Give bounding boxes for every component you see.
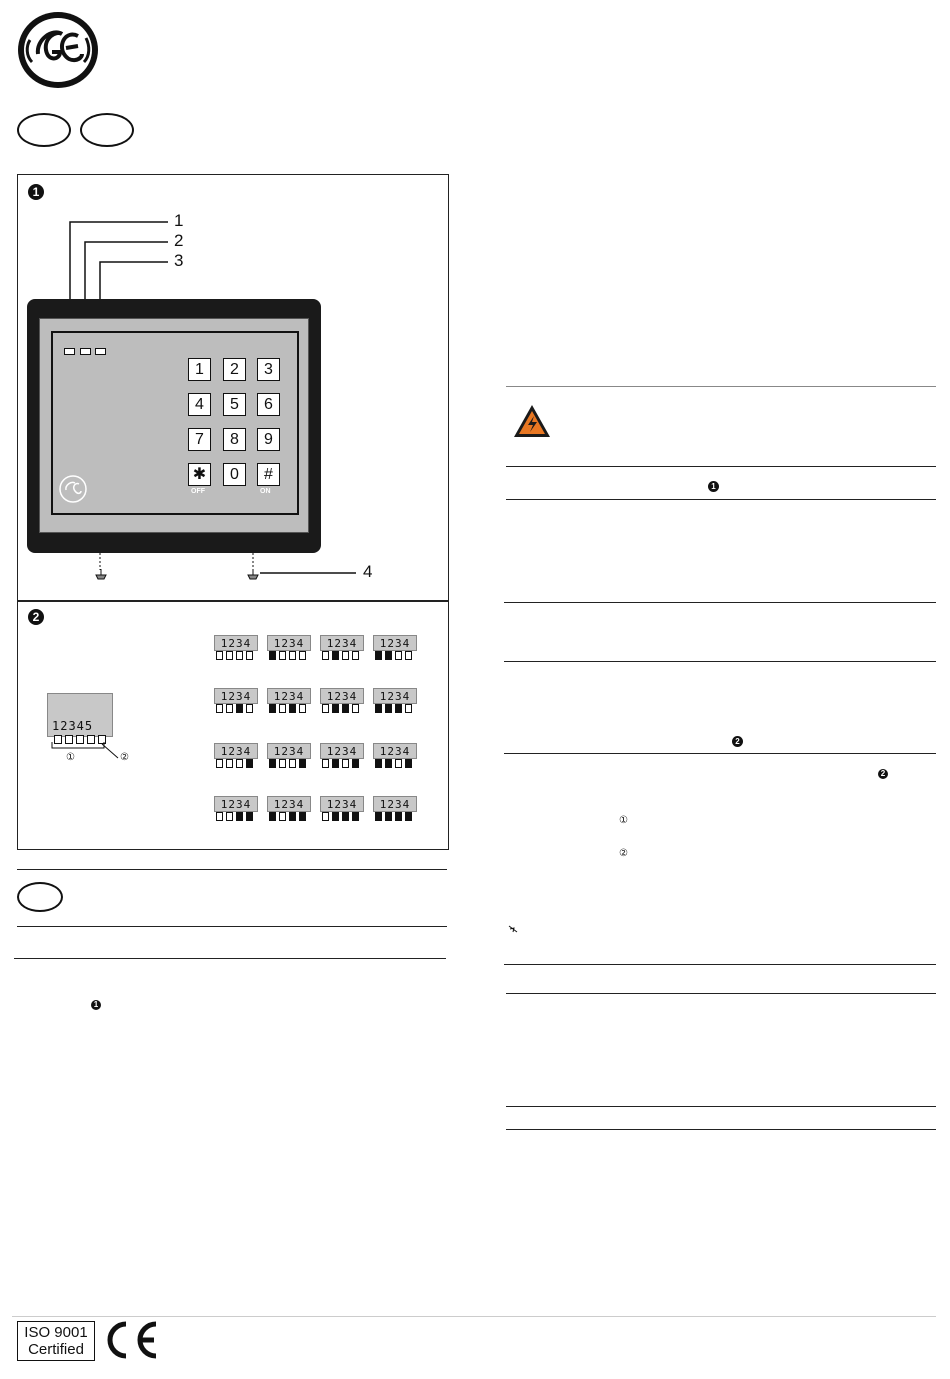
dip-switch-toggle xyxy=(395,704,402,713)
keypad-key-sublabel: ON xyxy=(260,488,271,495)
left-fig1-ref: 1 xyxy=(91,1000,101,1010)
dip-switch-label: 1234 xyxy=(320,688,364,704)
dip-switch-toggle xyxy=(352,812,359,821)
dip-switch-setting xyxy=(320,635,364,663)
dip-switch-toggle xyxy=(375,812,382,821)
dip-switch-setting xyxy=(214,635,258,663)
dip-switch-label: 1234 xyxy=(267,743,311,759)
dip-switch-setting xyxy=(267,688,311,716)
dip-switch-toggle xyxy=(352,651,359,660)
dip-switch-toggle xyxy=(332,651,339,660)
dip-switch-toggle xyxy=(322,704,329,713)
left-rule-1 xyxy=(17,869,447,870)
left-rule-3 xyxy=(14,958,446,959)
dip-switch-toggle xyxy=(299,812,306,821)
dip-switch-toggle xyxy=(279,759,286,768)
dip-switch-label: 1234 xyxy=(214,635,258,651)
dip-switch-label: 1234 xyxy=(373,796,417,812)
dip-switch-toggle xyxy=(279,651,286,660)
dip-switch-toggle xyxy=(322,651,329,660)
dip-switch-setting xyxy=(373,688,417,716)
dip-switch-toggle xyxy=(216,651,223,660)
iso-line-1: ISO 9001 xyxy=(24,1324,88,1341)
keypad-key: 7 xyxy=(188,428,211,451)
dip-switch-toggle xyxy=(246,651,253,660)
keypad-key: 3 xyxy=(257,358,280,381)
dip-switch-setting xyxy=(214,688,258,716)
ge-panel-logo xyxy=(59,475,87,508)
keypad-key: # xyxy=(257,463,280,486)
dip-switch-label: 1234 xyxy=(373,635,417,651)
dip-switch-toggle xyxy=(342,812,349,821)
dip-switch-toggle xyxy=(236,704,243,713)
marker-1: ① xyxy=(66,752,75,763)
dip-switch-toggle xyxy=(405,704,412,713)
right-fig2-ref-b: 2 xyxy=(878,769,888,779)
dip-switch-toggle xyxy=(405,812,412,821)
keypad-key: 6 xyxy=(257,393,280,416)
dip-switch-toggle xyxy=(236,812,243,821)
dip-switch-toggle xyxy=(395,812,402,821)
keypad-key: 4 xyxy=(188,393,211,416)
right-marker-1: ① xyxy=(619,815,628,826)
dip-switch-label: 1234 xyxy=(214,743,258,759)
marker-2: ② xyxy=(120,752,129,763)
dip-switch-setting xyxy=(214,796,258,824)
dip-switch-label: 1234 xyxy=(214,796,258,812)
iso-line-2: Certified xyxy=(28,1341,84,1358)
dip-switch-label: 1234 xyxy=(373,688,417,704)
screw-right xyxy=(247,568,259,586)
callout-4: 4 xyxy=(363,562,373,581)
right-rule-9 xyxy=(506,1106,936,1107)
screw-left xyxy=(95,568,107,586)
dip-switch-toggle xyxy=(352,704,359,713)
dip-switch-setting xyxy=(373,743,417,771)
dip-switch-toggle xyxy=(289,704,296,713)
callout-1: 1 xyxy=(174,211,184,230)
dip-switch-toggle xyxy=(299,759,306,768)
dip-switch-toggle xyxy=(269,812,276,821)
right-rule-5 xyxy=(504,661,936,662)
dip-switch-toggle xyxy=(375,651,382,660)
dip-switch-toggle xyxy=(375,704,382,713)
dip-switch-label: 1234 xyxy=(267,688,311,704)
dip-switch-toggle xyxy=(375,759,382,768)
dip-switch-toggle xyxy=(269,759,276,768)
note-icon xyxy=(508,921,518,939)
right-rule-3 xyxy=(506,499,936,500)
right-rule-7 xyxy=(504,964,936,965)
dip-switch-toggle xyxy=(226,812,233,821)
keypad-key: 2 xyxy=(223,358,246,381)
dip-switch-label: 1234 xyxy=(267,796,311,812)
dip-switch-toggle xyxy=(269,651,276,660)
keypad-key: 0 xyxy=(223,463,246,486)
dip-switch-toggle xyxy=(299,704,306,713)
dip-switch-label: 1234 xyxy=(373,743,417,759)
led-3 xyxy=(95,348,106,355)
dip-switch-label: 1234 xyxy=(214,688,258,704)
dip-switch-setting xyxy=(267,635,311,663)
dip-switch-toggle xyxy=(342,704,349,713)
dip-switch-toggle xyxy=(236,651,243,660)
warning-icon xyxy=(513,404,551,443)
language-oval-3 xyxy=(17,882,63,912)
right-fig2-ref: 2 xyxy=(732,736,743,747)
dip-switch-toggle xyxy=(332,704,339,713)
right-rule-10 xyxy=(506,1129,936,1130)
dip-switch-toggle xyxy=(289,812,296,821)
keypad-key: 9 xyxy=(257,428,280,451)
dip-switch-toggle xyxy=(332,759,339,768)
dip-switch-toggle xyxy=(299,651,306,660)
dip-switch-toggle xyxy=(279,812,286,821)
dip-switch-setting xyxy=(267,796,311,824)
dip-switch-toggle xyxy=(226,651,233,660)
keypad-key: ✱ xyxy=(188,463,211,486)
right-rule-6 xyxy=(504,753,936,754)
dip-switch-toggle xyxy=(405,651,412,660)
dip-switch-setting xyxy=(214,743,258,771)
dip-switch-toggle xyxy=(289,651,296,660)
left-rule-2 xyxy=(17,926,447,927)
dip-switch-toggle xyxy=(322,759,329,768)
dip-switch-toggle xyxy=(332,812,339,821)
callout-2: 2 xyxy=(174,231,184,250)
keypad-key: 5 xyxy=(223,393,246,416)
callout-3: 3 xyxy=(174,251,184,270)
dip-switch-toggle xyxy=(395,759,402,768)
dip-switch-toggle xyxy=(322,812,329,821)
dip-switch-toggle xyxy=(342,651,349,660)
led-1 xyxy=(64,348,75,355)
right-rule-1 xyxy=(506,386,936,387)
dip-switch-label: 1234 xyxy=(320,635,364,651)
dip-switch-label: 1234 xyxy=(320,743,364,759)
figure-1-badge: 1 xyxy=(28,184,44,200)
dip-switch-toggle xyxy=(226,704,233,713)
dip-switch-toggle xyxy=(246,759,253,768)
dip-switch-toggle xyxy=(352,759,359,768)
right-marker-2: ② xyxy=(619,848,628,859)
right-rule-8 xyxy=(506,993,936,994)
dip-switch-toggle xyxy=(385,759,392,768)
dip-switch-toggle xyxy=(269,704,276,713)
main-dip-label: 12345 xyxy=(52,719,94,733)
keypad-key: 8 xyxy=(223,428,246,451)
dip-switch-toggle xyxy=(226,759,233,768)
dip-switch-setting xyxy=(320,743,364,771)
dip-switch-setting xyxy=(373,635,417,663)
dip-switch-toggle xyxy=(279,704,286,713)
footer-rule xyxy=(12,1316,936,1317)
dip-switch-toggle xyxy=(216,704,223,713)
keypad-key-sublabel: OFF xyxy=(191,488,205,495)
dip-switch-toggle xyxy=(385,704,392,713)
right-rule-4 xyxy=(504,602,936,603)
dip-switch-toggle xyxy=(385,812,392,821)
right-rule-2 xyxy=(506,466,936,467)
dip-switch-toggle xyxy=(216,759,223,768)
dip-switch-setting xyxy=(320,688,364,716)
iso-certification-badge xyxy=(17,1321,95,1361)
led-2 xyxy=(80,348,91,355)
ce-mark xyxy=(100,1318,160,1367)
dip-switch-toggle xyxy=(289,759,296,768)
dip-switch-setting xyxy=(373,796,417,824)
dip-switch-toggle xyxy=(216,812,223,821)
dip-switch-toggle xyxy=(246,812,253,821)
dip-switch-toggle xyxy=(395,651,402,660)
main-dip-brackets xyxy=(40,740,150,770)
keypad-key: 1 xyxy=(188,358,211,381)
dip-switch-toggle xyxy=(405,759,412,768)
dip-switch-toggle xyxy=(246,704,253,713)
dip-switch-label: 1234 xyxy=(267,635,311,651)
dip-switch-setting xyxy=(320,796,364,824)
dip-switch-toggle xyxy=(236,759,243,768)
dip-switch-toggle xyxy=(385,651,392,660)
dip-switch-toggle xyxy=(342,759,349,768)
figure-2-badge: 2 xyxy=(28,609,44,625)
right-fig1-ref: 1 xyxy=(708,481,719,492)
dip-switch-label: 1234 xyxy=(320,796,364,812)
dip-switch-setting xyxy=(267,743,311,771)
